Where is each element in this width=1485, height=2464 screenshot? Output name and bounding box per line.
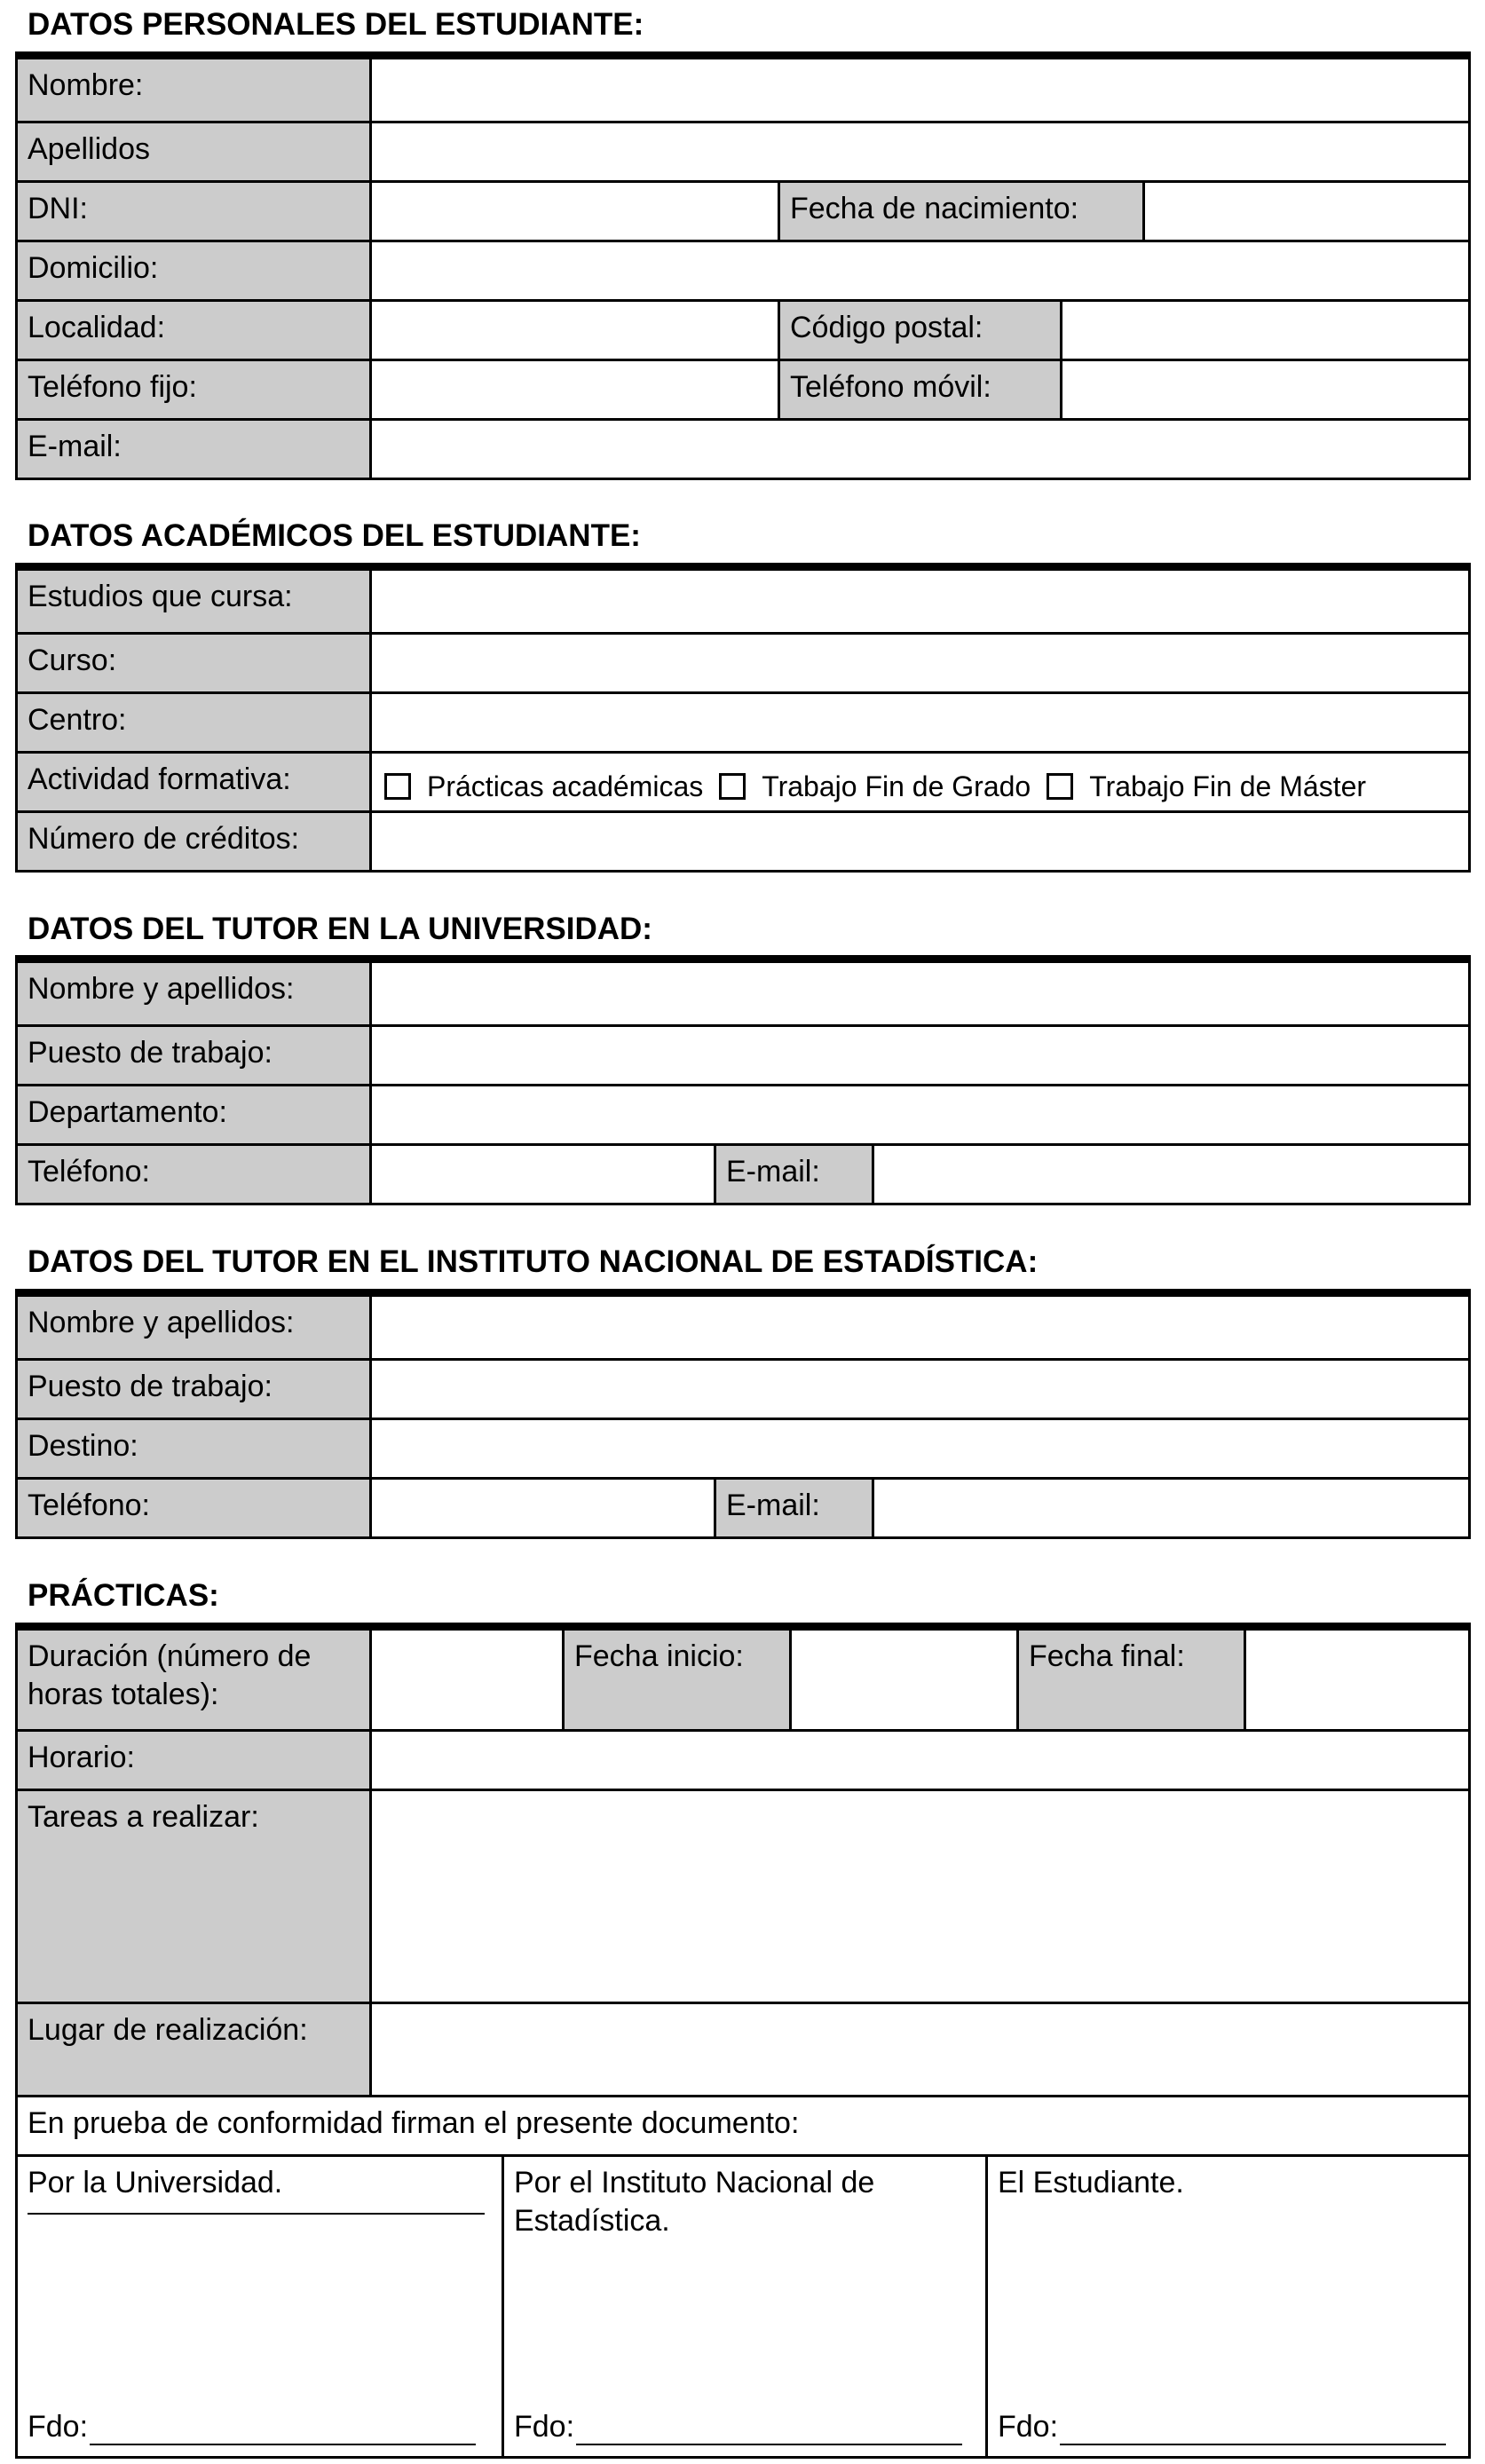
firma-ine-label: Por el Instituto Nacional de Estadística. bbox=[514, 2166, 875, 2238]
row-email bbox=[18, 418, 1468, 478]
fecha-inicio-field[interactable] bbox=[789, 1631, 1016, 1729]
horario-field[interactable] bbox=[369, 1732, 1468, 1789]
row-tareas bbox=[18, 1789, 1468, 2002]
firma-universidad-line bbox=[28, 2202, 485, 2215]
row-nombre bbox=[18, 59, 1468, 121]
apellidos-label: Apellidos bbox=[18, 123, 369, 180]
fecha-nacimiento-field[interactable] bbox=[1142, 183, 1468, 240]
uni-puesto-label: Puesto de trabajo: bbox=[18, 1027, 369, 1084]
option-tfg[interactable] bbox=[719, 769, 1031, 804]
ine-email-label: E-mail: bbox=[714, 1480, 872, 1536]
uni-departamento-label: Departamento: bbox=[18, 1086, 369, 1143]
duracion-label: Duración (número de horas totales): bbox=[18, 1631, 369, 1729]
fdo-universidad bbox=[28, 2408, 476, 2446]
uni-nombre-field[interactable] bbox=[369, 963, 1468, 1024]
email-field[interactable] bbox=[369, 421, 1468, 478]
fdo-estudiante-label: Fdo: bbox=[998, 2409, 1059, 2444]
practicas-table bbox=[15, 1623, 1471, 2459]
duracion-field[interactable] bbox=[369, 1631, 562, 1729]
row-telefono bbox=[18, 359, 1468, 418]
lugar-field[interactable] bbox=[369, 2004, 1468, 2095]
practicas-checkbox[interactable] bbox=[384, 773, 411, 800]
tfm-option-label: Trabajo Fin de Máster bbox=[1089, 770, 1367, 802]
fdo-ine-line bbox=[576, 2417, 962, 2445]
apellidos-field[interactable] bbox=[369, 123, 1468, 180]
fdo-universidad-label: Fdo: bbox=[28, 2409, 89, 2444]
firma-estudiante-label: El Estudiante. bbox=[998, 2166, 1184, 2199]
lugar-label: Lugar de realización: bbox=[18, 2004, 369, 2095]
row-firmas bbox=[18, 2154, 1468, 2456]
ine-puesto-label: Puesto de trabajo: bbox=[18, 1361, 369, 1418]
creditos-field[interactable] bbox=[369, 813, 1468, 870]
nombre-label: Nombre: bbox=[18, 59, 369, 121]
practicas-option-label: Prácticas académicas bbox=[427, 770, 704, 802]
row-duracion bbox=[18, 1631, 1468, 1729]
curso-field[interactable] bbox=[369, 635, 1468, 691]
ine-telefono-field[interactable] bbox=[369, 1480, 714, 1536]
row-creditos bbox=[18, 810, 1468, 870]
row-ine-nombre bbox=[18, 1297, 1468, 1358]
uni-tutor-table bbox=[15, 955, 1471, 1205]
row-localidad bbox=[18, 299, 1468, 359]
row-curso bbox=[18, 632, 1468, 691]
fdo-ine bbox=[514, 2408, 962, 2446]
localidad-field[interactable] bbox=[369, 302, 778, 359]
row-dni bbox=[18, 180, 1468, 240]
tfm-checkbox[interactable] bbox=[1047, 773, 1073, 800]
personal-data-table bbox=[15, 51, 1471, 480]
fdo-universidad-line bbox=[90, 2417, 476, 2445]
row-domicilio bbox=[18, 240, 1468, 299]
firma-universidad-label: Por la Universidad. bbox=[28, 2166, 283, 2199]
uni-nombre-label: Nombre y apellidos: bbox=[18, 963, 369, 1024]
centro-label: Centro: bbox=[18, 694, 369, 751]
ine-telefono-label: Teléfono: bbox=[18, 1480, 369, 1536]
row-uni-nombre bbox=[18, 963, 1468, 1024]
horario-label: Horario: bbox=[18, 1732, 369, 1789]
row-lugar bbox=[18, 2002, 1468, 2095]
dni-label: DNI: bbox=[18, 183, 369, 240]
estudios-field[interactable] bbox=[369, 571, 1468, 632]
telefono-movil-field[interactable] bbox=[1060, 361, 1468, 418]
telefono-fijo-field[interactable] bbox=[369, 361, 778, 418]
row-apellidos bbox=[18, 121, 1468, 180]
localidad-label: Localidad: bbox=[18, 302, 369, 359]
row-uni-departamento bbox=[18, 1084, 1468, 1143]
fdo-estudiante bbox=[998, 2408, 1446, 2446]
row-conformidad bbox=[18, 2095, 1468, 2154]
ine-puesto-field[interactable] bbox=[369, 1361, 1468, 1418]
option-tfm[interactable] bbox=[1047, 769, 1366, 804]
uni-puesto-field[interactable] bbox=[369, 1027, 1468, 1084]
tareas-field[interactable] bbox=[369, 1791, 1468, 2002]
row-centro bbox=[18, 691, 1468, 751]
tfg-checkbox[interactable] bbox=[719, 773, 746, 800]
ine-destino-label: Destino: bbox=[18, 1420, 369, 1477]
nombre-field[interactable] bbox=[369, 59, 1468, 121]
uni-email-label: E-mail: bbox=[714, 1146, 872, 1203]
fecha-final-field[interactable] bbox=[1244, 1631, 1468, 1729]
telefono-movil-label: Teléfono móvil: bbox=[778, 361, 1060, 418]
ine-destino-field[interactable] bbox=[369, 1420, 1468, 1477]
section-title-ine-tutor: DATOS DEL TUTOR EN EL INSTITUTO NACIONAL DE ESTADÍSTICA: bbox=[28, 1244, 1039, 1279]
uni-departamento-field[interactable] bbox=[369, 1086, 1468, 1143]
estudios-label: Estudios que cursa: bbox=[18, 571, 369, 632]
section-title-uni-tutor: DATOS DEL TUTOR EN LA UNIVERSIDAD: bbox=[28, 912, 652, 946]
section-title-academic: DATOS ACADÉMICOS DEL ESTUDIANTE: bbox=[28, 518, 641, 553]
fecha-inicio-label: Fecha inicio: bbox=[562, 1631, 789, 1729]
fdo-ine-label: Fdo: bbox=[514, 2409, 575, 2444]
actividad-options bbox=[369, 754, 1468, 810]
academic-data-table bbox=[15, 563, 1471, 873]
section-title-practicas: PRÁCTICAS: bbox=[28, 1578, 219, 1613]
domicilio-field[interactable] bbox=[369, 242, 1468, 299]
centro-field[interactable] bbox=[369, 694, 1468, 751]
row-ine-destino bbox=[18, 1418, 1468, 1477]
fecha-nacimiento-label: Fecha de nacimiento: bbox=[778, 183, 1142, 240]
curso-label: Curso: bbox=[18, 635, 369, 691]
conformidad-text: En prueba de conformidad firman el presente documento: bbox=[18, 2097, 1468, 2154]
fdo-estudiante-line bbox=[1060, 2417, 1446, 2445]
domicilio-label: Domicilio: bbox=[18, 242, 369, 299]
tfg-option-label: Trabajo Fin de Grado bbox=[762, 770, 1031, 802]
codigo-postal-field[interactable] bbox=[1060, 302, 1468, 359]
ine-nombre-label: Nombre y apellidos: bbox=[18, 1297, 369, 1358]
row-horario bbox=[18, 1729, 1468, 1789]
firma-estudiante-box[interactable] bbox=[985, 2157, 1468, 2456]
creditos-label: Número de créditos: bbox=[18, 813, 369, 870]
tareas-label: Tareas a realizar: bbox=[18, 1791, 369, 2002]
codigo-postal-label: Código postal: bbox=[778, 302, 1060, 359]
uni-email-field[interactable] bbox=[872, 1146, 1468, 1203]
section-title-personal: DATOS PERSONALES DEL ESTUDIANTE: bbox=[28, 7, 644, 42]
row-uni-telefono bbox=[18, 1143, 1468, 1203]
ine-tutor-table bbox=[15, 1289, 1471, 1539]
uni-telefono-field[interactable] bbox=[369, 1146, 714, 1203]
row-ine-puesto bbox=[18, 1358, 1468, 1418]
firma-universidad-box[interactable] bbox=[18, 2157, 502, 2456]
row-actividad bbox=[18, 751, 1468, 810]
dni-field[interactable] bbox=[369, 183, 778, 240]
actividad-label: Actividad formativa: bbox=[18, 754, 369, 810]
ine-email-field[interactable] bbox=[872, 1480, 1468, 1536]
option-practicas[interactable] bbox=[384, 769, 703, 804]
row-ine-telefono bbox=[18, 1477, 1468, 1536]
uni-telefono-label: Teléfono: bbox=[18, 1146, 369, 1203]
firma-ine-box[interactable] bbox=[502, 2157, 985, 2456]
ine-nombre-field[interactable] bbox=[369, 1297, 1468, 1358]
row-estudios bbox=[18, 571, 1468, 632]
fecha-final-label: Fecha final: bbox=[1016, 1631, 1244, 1729]
telefono-fijo-label: Teléfono fijo: bbox=[18, 361, 369, 418]
email-label: E-mail: bbox=[18, 421, 369, 478]
row-uni-puesto bbox=[18, 1024, 1468, 1084]
